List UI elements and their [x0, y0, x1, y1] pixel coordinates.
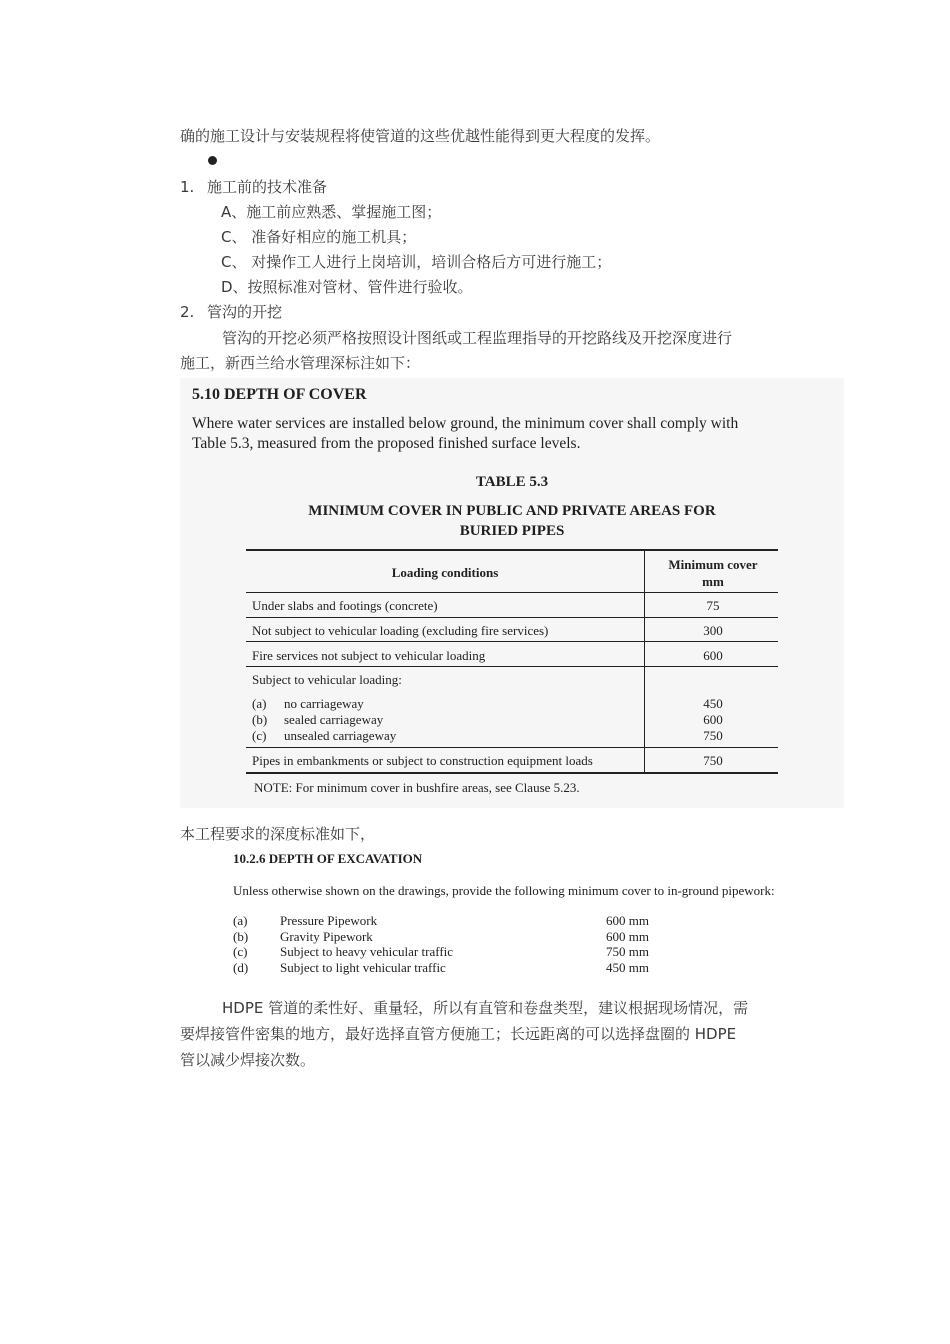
table-row-rule [246, 666, 778, 667]
section1-number: 1. [180, 178, 195, 196]
closing-paragraph-line: 要焊接管件密集的地方，最好选择直管方便施工；长远距离的可以选择盘圈的 HDPE [180, 1025, 737, 1043]
table-cell-cover: 75 [706, 598, 720, 613]
table-top-rule [246, 549, 778, 551]
table-note: NOTE: For minimum cover in bushfire areas, see Clause 5.23. [254, 780, 580, 795]
section2-number: 2. [180, 303, 195, 321]
nz-paragraph-line: Where water services are installed below ground, the minimum cover shall comply with [192, 415, 739, 432]
excavation-item-text: Subject to light vehicular traffic [280, 960, 446, 975]
table-label: TABLE 5.3 [475, 474, 549, 490]
table-cell-cover: 750 [703, 753, 723, 768]
section1-item: C、 对操作工人进行上岗培训，培训合格后方可进行施工； [221, 253, 612, 271]
table-title-line: BURIED PIPES [459, 523, 565, 539]
excavation-item-text: Gravity Pipework [280, 929, 373, 944]
closing-paragraph-line: 管以减少焊接次数。 [180, 1051, 316, 1069]
vehicular-item-cover: 450 [703, 696, 723, 711]
excavation-excerpt [228, 848, 808, 978]
vehicular-item-cover: 600 [703, 712, 723, 727]
table-row-rule [246, 641, 778, 642]
table-cell-cover: 600 [703, 648, 723, 663]
vehicular-heading: Subject to vehicular loading: [252, 672, 402, 687]
vehicular-item-text: unsealed carriageway [284, 728, 397, 743]
excavation-item-label: (a) [233, 913, 248, 928]
excavation-item-text: Subject to heavy vehicular traffic [280, 944, 454, 959]
intro-line: 确的施工设计与安装规程将使管道的这些优越性能得到更大程度的发挥。 [180, 127, 661, 145]
vehicular-item-label: (b) [252, 712, 268, 727]
section2-paragraph-line: 施工，新西兰给水管理深标注如下： [180, 354, 421, 372]
table-row-rule [246, 747, 778, 748]
excavation-item-label: (d) [233, 960, 249, 975]
table-row-rule [246, 617, 778, 618]
table-bottom-rule [246, 772, 778, 774]
nz-paragraph-line: Table 5.3, measured from the proposed finished surface levels. [192, 435, 581, 452]
vehicular-item-cover: 750 [703, 728, 723, 743]
excavation-item-text: Pressure Pipework [280, 913, 378, 928]
bullet-dot-icon [208, 156, 217, 165]
column-header-cover: Minimum cover [668, 557, 758, 572]
project-intro: 本工程要求的深度标准如下， [180, 825, 376, 843]
excavation-item-value: 600 mm [606, 913, 649, 928]
excavation-item-value: 450 mm [606, 960, 649, 975]
section1-title: 施工前的技术准备 [207, 178, 328, 196]
column-header-cover-unit: mm [702, 574, 724, 589]
vehicular-item-label: (c) [252, 728, 267, 743]
section1-item: C、 准备好相应的施工机具； [221, 228, 417, 246]
closing-paragraph-line: HDPE 管道的柔性好、重量轻，所以有直管和卷盘类型，建议根据现场情况，需 [222, 999, 749, 1017]
table-cell-condition: Fire services not subject to vehicular loading [252, 648, 486, 663]
excavation-item-label: (c) [233, 944, 248, 959]
section2-paragraph-line: 管沟的开挖必须严格按照设计图纸或工程监理指导的开挖路线及开挖深度进行 [222, 329, 733, 347]
excavation-item-label: (b) [233, 929, 249, 944]
table-cell-condition: Under slabs and footings (concrete) [252, 598, 438, 613]
column-header-conditions: Loading conditions [391, 565, 499, 580]
table-row-rule [246, 592, 778, 593]
nz-section-heading: 5.10 DEPTH OF COVER [192, 386, 367, 403]
table-column-divider [644, 550, 645, 772]
table-cell-cover: 300 [703, 623, 723, 638]
table-cell-condition: Not subject to vehicular loading (excluding fire services) [252, 623, 549, 638]
section1-item: A、施工前应熟悉、掌握施工图； [221, 203, 442, 221]
table-title-line: MINIMUM COVER IN PUBLIC AND PRIVATE AREAS FOR [308, 503, 716, 519]
section1-item: D、按照标准对管材、管件进行验收。 [221, 278, 473, 296]
nz-standard-excerpt [180, 378, 844, 808]
table-cell-condition: Pipes in embankments or subject to construction equipment loads [252, 753, 593, 768]
vehicular-item-label: (a) [252, 696, 267, 711]
excavation-item-value: 750 mm [606, 944, 649, 959]
vehicular-item-text: no carriageway [284, 696, 364, 711]
section2-title: 管沟的开挖 [207, 303, 283, 321]
excavation-paragraph: Unless otherwise shown on the drawings, provide the following minimum cover to in-ground pipework: [233, 883, 775, 898]
excavation-heading: 10.2.6 DEPTH OF EXCAVATION [233, 851, 423, 866]
excavation-item-value: 600 mm [606, 929, 649, 944]
vehicular-item-text: sealed carriageway [284, 712, 384, 727]
